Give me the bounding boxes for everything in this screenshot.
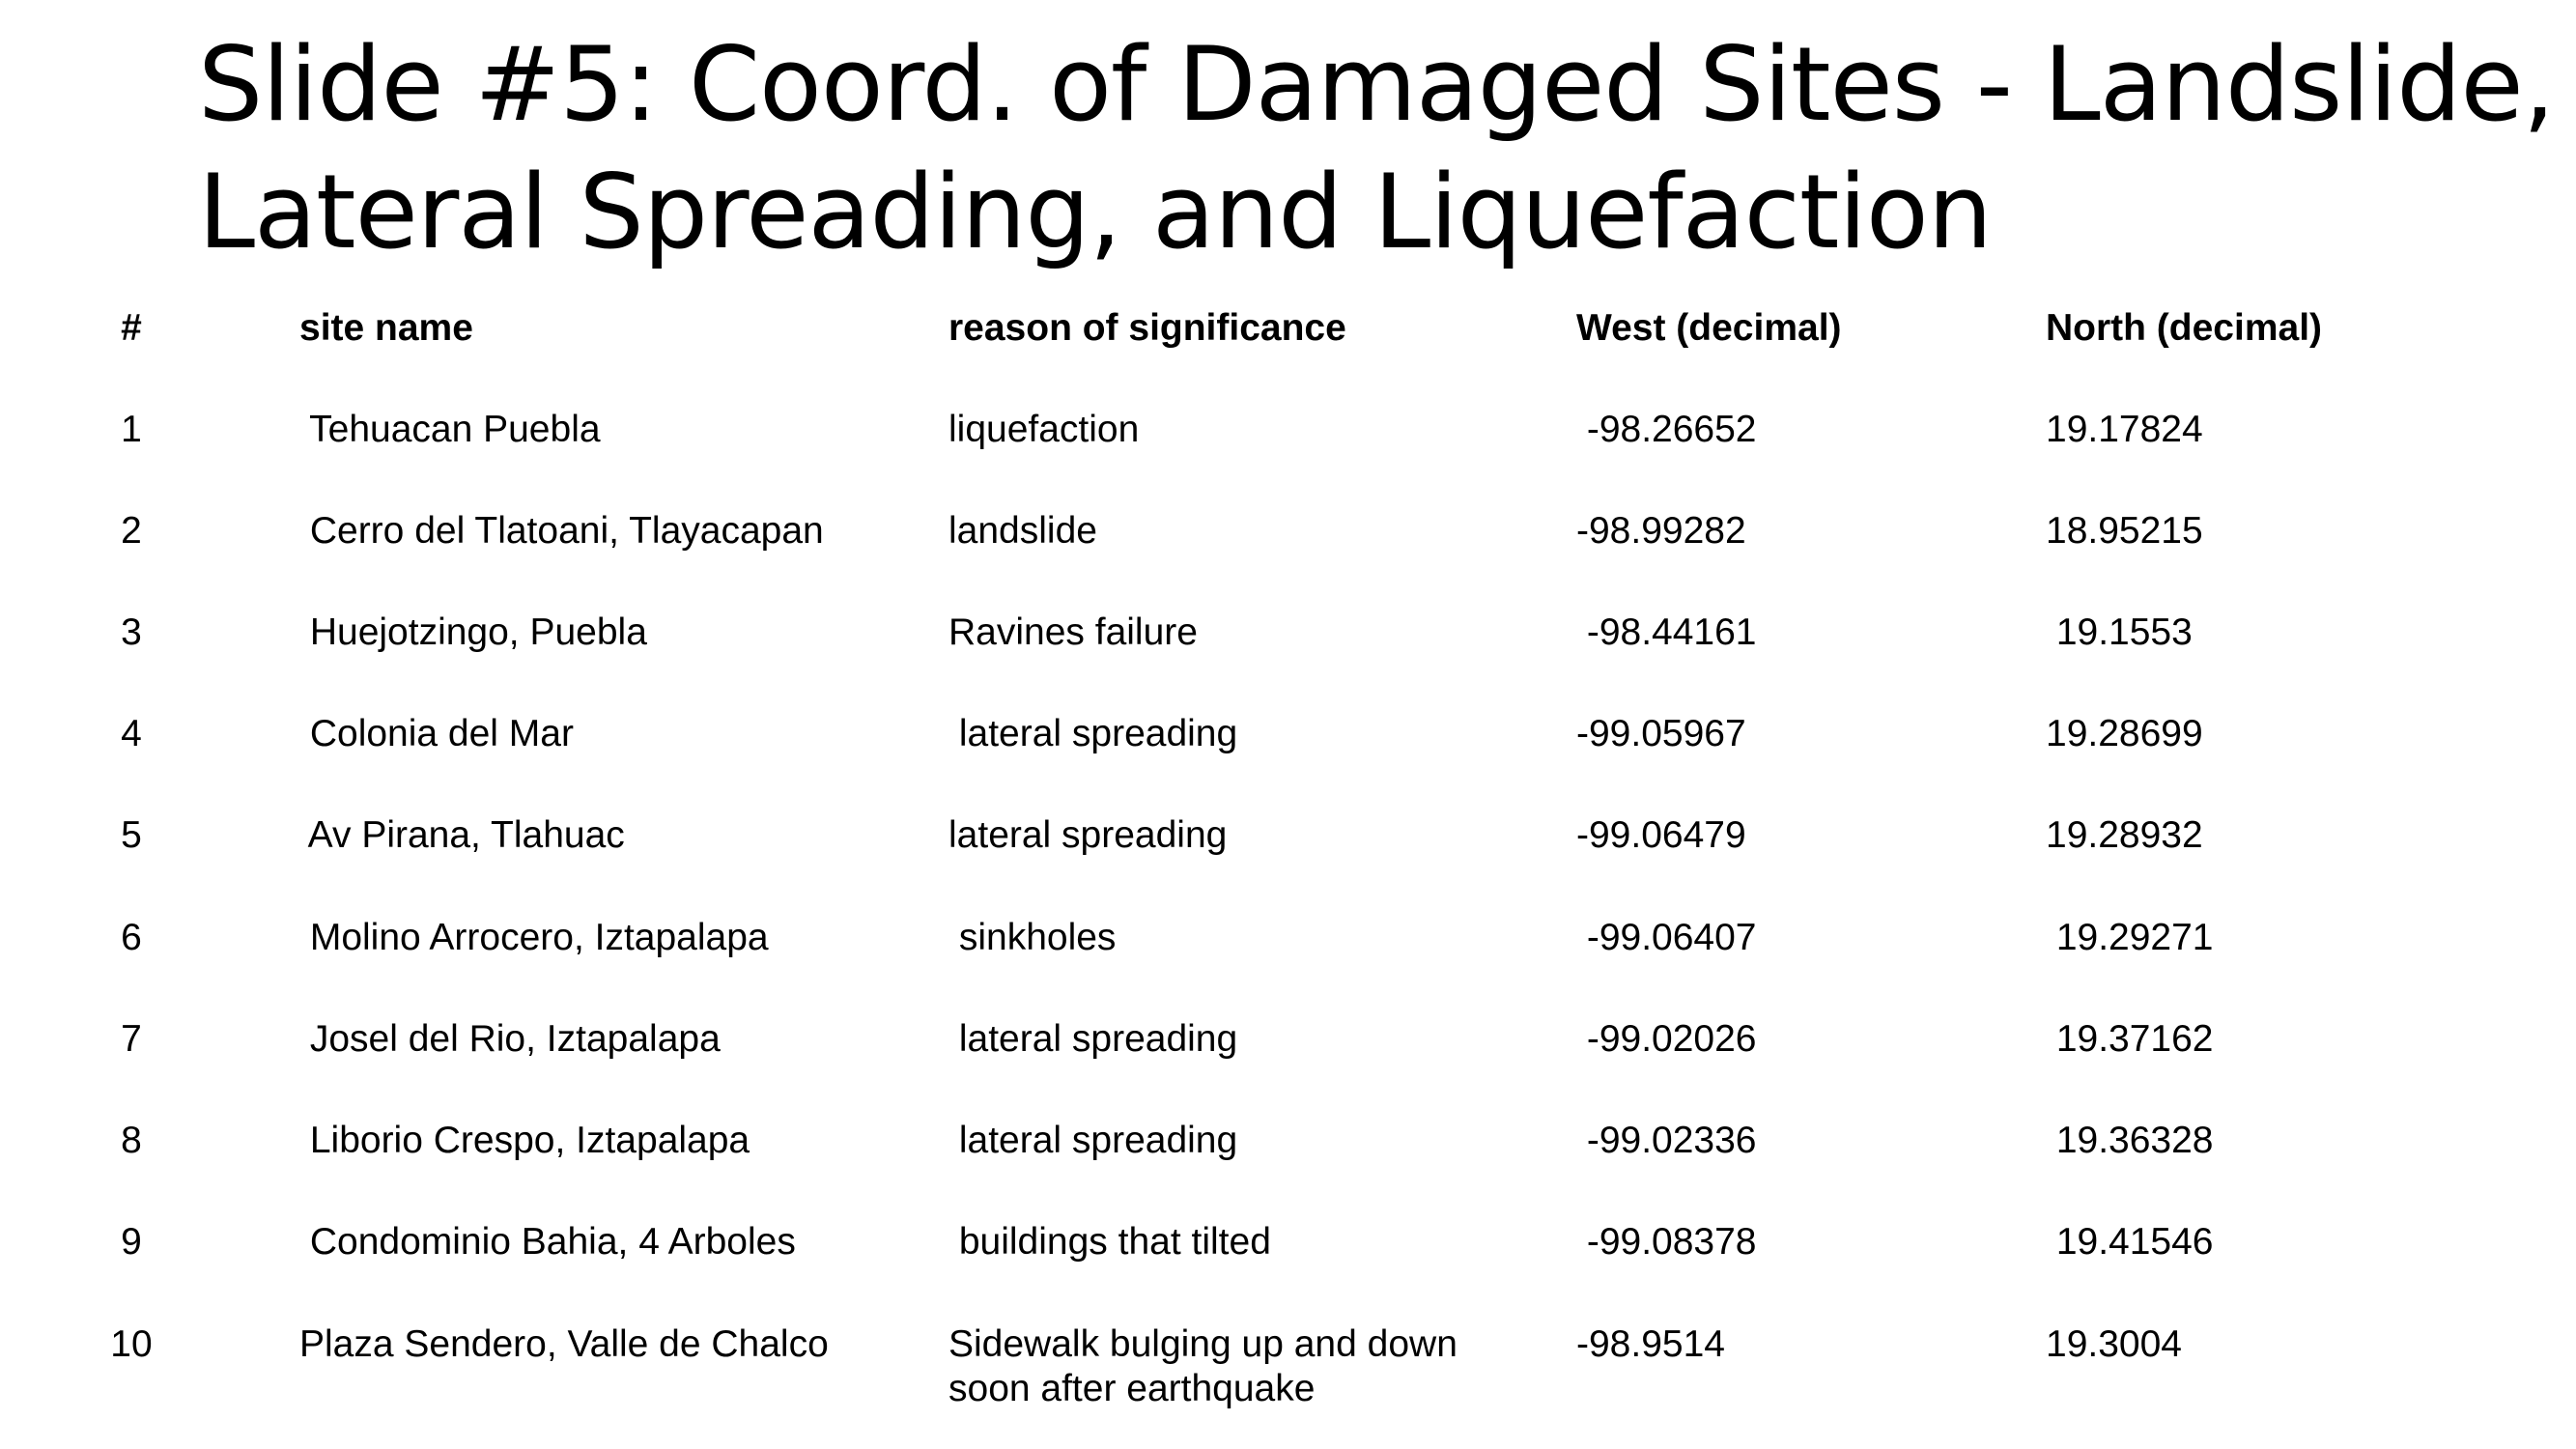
row-reason: lateral spreading xyxy=(948,814,1228,856)
row-site-name: Av Pirana, Tlahuac xyxy=(299,814,625,856)
row-site-name: Colonia del Mar xyxy=(299,713,574,754)
slide-title-line-1: Slide #5: Coord. of Damaged Sites - Landslide, xyxy=(198,25,2555,144)
row-number: 4 xyxy=(121,713,142,754)
header-west: West (decimal) xyxy=(1576,307,1842,349)
row-west: -99.06407 xyxy=(1576,917,1757,958)
header-site-name: site name xyxy=(299,307,473,349)
row-site-name: Huejotzingo, Puebla xyxy=(299,611,647,653)
row-number: 2 xyxy=(121,510,142,552)
row-number: 1 xyxy=(121,409,142,450)
row-west: -99.08378 xyxy=(1576,1221,1757,1263)
row-site-name: Plaza Sendero, Valle de Chalco xyxy=(299,1323,829,1365)
row-number: 7 xyxy=(121,1018,142,1060)
row-number: 8 xyxy=(121,1120,142,1161)
slide-title-line-2: Lateral Spreading, and Liquefaction xyxy=(198,153,1992,271)
row-north: 19.36328 xyxy=(2046,1120,2214,1161)
row-reason: landslide xyxy=(948,510,1097,552)
row-north: 19.1553 xyxy=(2046,611,2193,653)
row-north: 18.95215 xyxy=(2046,510,2203,552)
row-reason: Sidewalk bulging up and down soon after earthquake xyxy=(948,1323,1458,1409)
row-west: -98.9514 xyxy=(1576,1323,1725,1365)
row-north: 19.28699 xyxy=(2046,713,2203,754)
row-reason: liquefaction xyxy=(948,409,1140,450)
row-reason: lateral spreading xyxy=(948,1120,1238,1161)
header-reason: reason of significance xyxy=(948,307,1346,349)
row-number: 10 xyxy=(110,1323,153,1365)
row-reason: Ravines failure xyxy=(948,611,1198,653)
header-number: # xyxy=(121,307,142,349)
row-site-name: Molino Arrocero, Iztapalapa xyxy=(299,917,769,958)
row-reason: lateral spreading xyxy=(948,1018,1238,1060)
row-site-name: Condominio Bahia, 4 Arboles xyxy=(299,1221,796,1263)
row-number: 9 xyxy=(121,1221,142,1263)
row-north: 19.28932 xyxy=(2046,814,2203,856)
row-west: -99.02336 xyxy=(1576,1120,1757,1161)
row-reason: buildings that tilted xyxy=(948,1221,1271,1263)
row-west: -99.05967 xyxy=(1576,713,1746,754)
row-west: -98.99282 xyxy=(1576,510,1746,552)
row-number: 6 xyxy=(121,917,142,958)
row-site-name: Cerro del Tlatoani, Tlayacapan xyxy=(299,510,824,552)
header-north: North (decimal) xyxy=(2046,307,2323,349)
row-number: 5 xyxy=(121,814,142,856)
row-reason: sinkholes xyxy=(948,917,1117,958)
row-north: 19.17824 xyxy=(2046,409,2203,450)
row-number: 3 xyxy=(121,611,142,653)
row-north: 19.29271 xyxy=(2046,917,2214,958)
row-north: 19.3004 xyxy=(2046,1323,2182,1365)
row-north: 19.37162 xyxy=(2046,1018,2214,1060)
row-west: -99.06479 xyxy=(1576,814,1746,856)
row-west: -99.02026 xyxy=(1576,1018,1757,1060)
row-site-name: Josel del Rio, Iztapalapa xyxy=(299,1018,721,1060)
row-site-name: Liborio Crespo, Iztapalapa xyxy=(299,1120,750,1161)
row-site-name: Tehuacan Puebla xyxy=(299,409,601,450)
row-west: -98.26652 xyxy=(1576,409,1757,450)
row-west: -98.44161 xyxy=(1576,611,1757,653)
row-north: 19.41546 xyxy=(2046,1221,2214,1263)
row-reason: lateral spreading xyxy=(948,713,1238,754)
